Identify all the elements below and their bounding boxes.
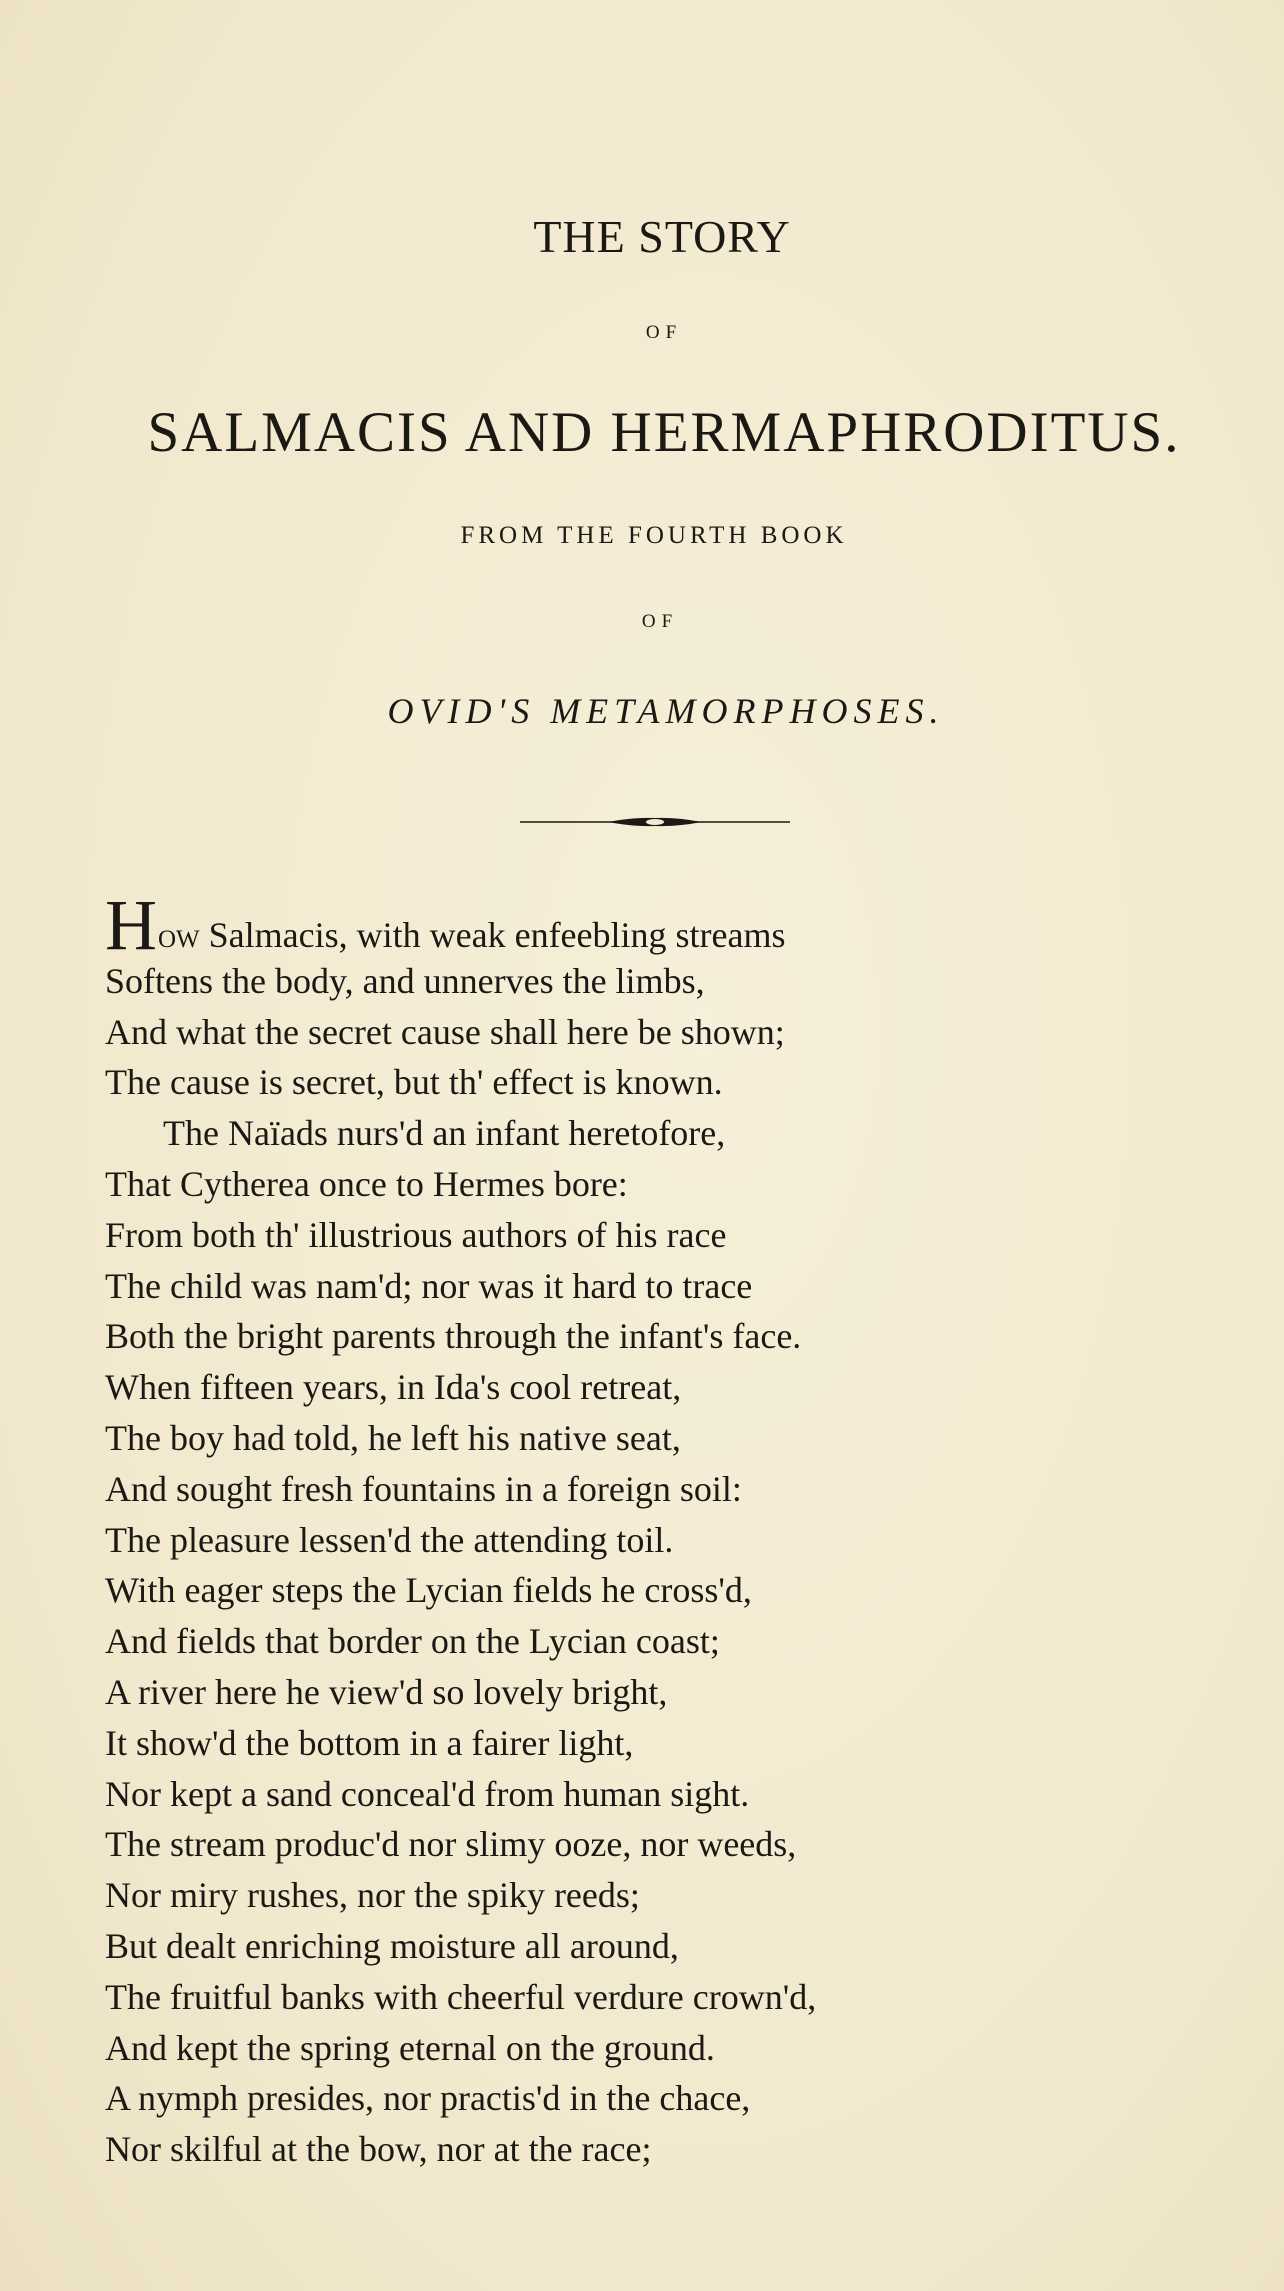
of-connector-2: OF (641, 611, 679, 632)
poem-line: Nor kept a sand conceal'd from human sight. (105, 1773, 750, 1814)
first-line-tail: Salmacis, with weak enfeebling streams (199, 915, 786, 955)
ornamental-rule (520, 815, 790, 829)
poem-line: Softens the body, and unnerves the limbs, (105, 960, 705, 1001)
poem-line: And fields that border on the Lycian coast; (105, 1621, 720, 1662)
drop-cap: H (105, 885, 157, 965)
source-work-title: OVID'S METAMORPHOSES. (387, 691, 945, 731)
poem-line: And sought fresh fountains in a foreign soil: (105, 1468, 742, 1509)
poem-line: A nymph presides, nor practis'd in the chace, (105, 2078, 751, 2119)
poem-line: The Naïads nurs'd an infant heretofore, (163, 1113, 726, 1154)
poem-line: The fruitful banks with cheerful verdure crown'd, (105, 1976, 817, 2017)
poem-line: The child was nam'd; nor was it hard to trace (105, 1265, 753, 1306)
poem-line: But dealt enriching moisture all around, (105, 1925, 679, 1966)
poem-line: The stream produc'd nor slimy ooze, nor weeds, (105, 1824, 797, 1865)
first-word-rest: ow (158, 915, 200, 955)
poem-line: The cause is secret, but th' effect is known. (105, 1062, 723, 1103)
source-book-line: FROM THE FOURTH BOOK (460, 522, 848, 549)
poem-line: That Cytherea once to Hermes bore: (105, 1163, 628, 1204)
poem-line: Both the bright parents through the infant's face. (105, 1316, 802, 1357)
poem-line: Nor skilful at the bow, nor at the race; (105, 2129, 652, 2170)
poem-line-first (105, 885, 1205, 965)
poem-line: A river here he view'd so lovely bright, (105, 1671, 668, 1712)
poem-text (105, 885, 1205, 2175)
poem-line: The boy had told, he left his native seat, (105, 1417, 681, 1458)
poem-line: From both th' illustrious authors of his race (105, 1214, 727, 1255)
of-connector-1: OF (645, 322, 683, 343)
poem-line: The pleasure lessen'd the attending toil. (105, 1519, 674, 1560)
main-title: SALMACIS AND HERMAPHRODITUS. (147, 401, 1181, 464)
poem-line: And kept the spring eternal on the ground. (105, 2027, 715, 2068)
poem-line: It show'd the bottom in a fairer light, (105, 1722, 634, 1763)
poem-line: Nor miry rushes, nor the spiky reeds; (105, 1875, 640, 1916)
poem-line: With eager steps the Lycian fields he cross'd, (105, 1570, 752, 1611)
poem-line: And what the secret cause shall here be shown; (105, 1011, 785, 1052)
poem-line: When fifteen years, in Ida's cool retreat, (105, 1367, 682, 1408)
story-title: THE STORY (533, 211, 791, 262)
